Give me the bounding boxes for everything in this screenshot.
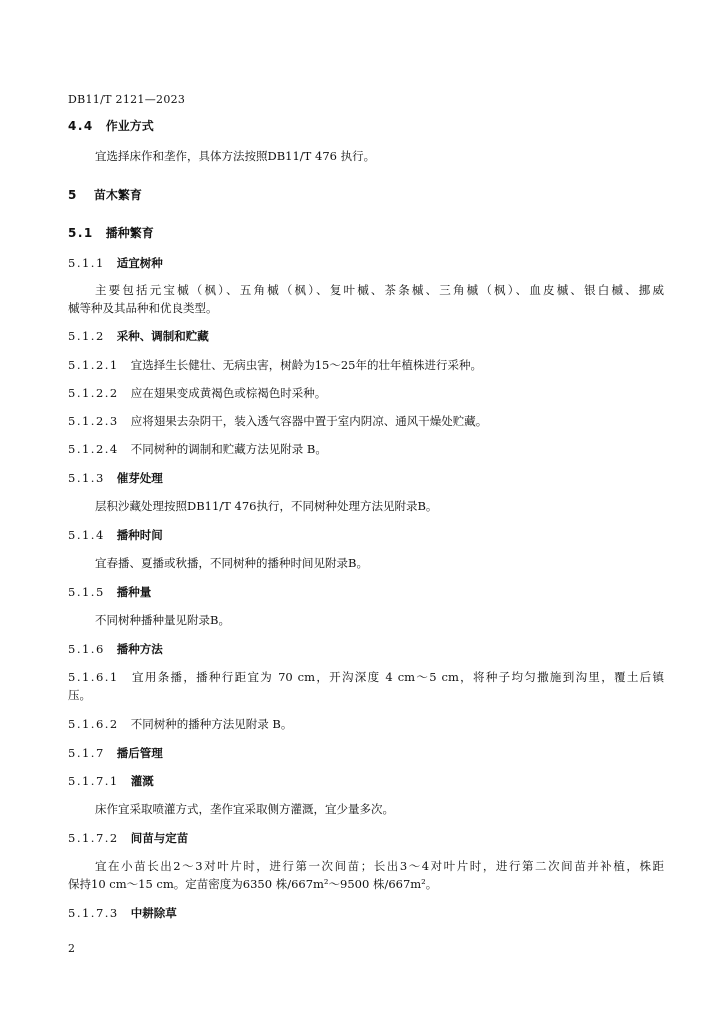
section-5-1-1-text-line1: 主要包括元宝槭（枫）、五角槭（枫）、复叶槭、茶条槭、三角槭（枫）、血皮槭、银白槭、挪威 (95, 283, 664, 297)
section-number: 5.1 (68, 226, 94, 240)
section-5-1-2-1 (68, 357, 664, 373)
section-5-1-3-text: 层积沙藏处理按照DB11/T 476执行，不同树种处理方法见附录B。 (95, 499, 438, 513)
section-5-heading (68, 187, 664, 203)
section-5-1-6-heading (68, 641, 664, 657)
section-5-1-6-2 (68, 716, 664, 732)
section-5-1-7-2-heading (68, 830, 664, 846)
section-5-1-2-4 (68, 441, 664, 457)
section-4-4-heading (68, 118, 664, 134)
section-5-1-7-3-heading (68, 905, 664, 921)
section-text: 应在翅果变成黄褐色或棕褐色时采种。 (130, 386, 327, 400)
section-5-1-2-2 (68, 385, 664, 401)
section-5-1-7-1-text: 床作宜采取喷灌方式，垄作宜采取侧方灌溉，宜少量多次。 (95, 802, 394, 816)
section-number: 5.1.7.2 (68, 831, 119, 845)
section-title: 播后管理 (116, 746, 163, 760)
section-title: 灌溉 (130, 774, 154, 788)
section-number: 5.1.2.2 (68, 386, 119, 400)
section-5-1-2-heading (68, 328, 664, 344)
section-number: 5.1.6.1 (68, 670, 119, 684)
section-title: 中耕除草 (130, 906, 177, 920)
section-number: 5.1.3 (68, 471, 105, 485)
section-title: 播种时间 (116, 528, 163, 542)
section-5-1-4-text: 宜春播、夏播或秋播，不同树种的播种时间见附录B。 (95, 556, 368, 570)
section-number: 4.4 (68, 119, 94, 133)
section-title: 间苗与定苗 (130, 831, 189, 845)
section-5-1-7-2-text-line1: 宜在小苗长出2～3对叶片时，进行第一次间苗；长出3～4对叶片时，进行第二次间苗并补植，株距 (95, 859, 664, 873)
section-number: 5.1.2.4 (68, 442, 119, 456)
section-5-1-7-2-text-line2: 保持10 cm～15 cm。定苗密度为6350 株/667m²～9500 株/667m²。 (68, 877, 438, 891)
section-title: 播种方法 (116, 642, 163, 656)
section-title: 播种量 (116, 585, 152, 599)
section-4-4-text: 宜选择床作和垄作，具体方法按照DB11/T 476 执行。 (95, 149, 376, 163)
section-number: 5.1.2.3 (68, 414, 119, 428)
section-5-1-4-heading (68, 527, 664, 543)
section-5-1-3-heading (68, 470, 664, 486)
section-5-1-2-3 (68, 413, 664, 429)
section-text: 宜选择生长健壮、无病虫害，树龄为15～25年的壮年植株进行采种。 (130, 358, 482, 372)
section-title: 适宜树种 (116, 256, 163, 270)
section-5-1-7-1-heading (68, 773, 664, 789)
section-5-1-heading (68, 225, 664, 241)
section-title: 播种繁育 (105, 226, 154, 240)
section-number: 5.1.4 (68, 528, 105, 542)
section-5-1-5-heading (68, 584, 664, 600)
section-5-1-1-text-line2: 槭等种及其品种和优良类型。 (68, 301, 218, 315)
section-number: 5.1.7.3 (68, 906, 119, 920)
section-number: 5.1.6 (68, 642, 105, 656)
section-number: 5.1.5 (68, 585, 105, 599)
section-number: 5.1.7.1 (68, 774, 119, 788)
section-text: 宜用条播，播种行距宜为 70 cm，开沟深度 4 cm～5 cm，将种子均匀撒施到沟里，覆土后镇 (130, 670, 664, 684)
section-5-1-7-heading (68, 745, 664, 761)
section-number: 5.1.1 (68, 256, 105, 270)
section-5-1-6-1-line1 (68, 669, 664, 685)
section-text: 不同树种的调制和贮藏方法见附录 B。 (130, 442, 327, 456)
page-number: 2 (68, 942, 75, 955)
section-number: 5.1.2 (68, 329, 105, 343)
section-5-1-6-1-line2: 压。 (68, 688, 91, 702)
section-number: 5 (68, 188, 78, 202)
section-title: 苗木繁育 (93, 188, 142, 202)
section-title: 催芽处理 (116, 471, 163, 485)
section-5-1-5-text: 不同树种播种量见附录B。 (95, 613, 230, 627)
section-number: 5.1.7 (68, 746, 105, 760)
section-number: 5.1.2.1 (68, 358, 119, 372)
section-title: 作业方式 (105, 119, 154, 133)
section-text: 应将翅果去杂阴干，装入透气容器中置于室内阴凉、通风干燥处贮藏。 (130, 414, 488, 428)
section-number: 5.1.6.2 (68, 717, 119, 731)
section-5-1-1-heading (68, 255, 664, 271)
standard-id: DB11/T 2121—2023 (68, 93, 186, 106)
section-text: 不同树种的播种方法见附录 B。 (130, 717, 293, 731)
section-title: 采种、调制和贮藏 (116, 329, 209, 343)
